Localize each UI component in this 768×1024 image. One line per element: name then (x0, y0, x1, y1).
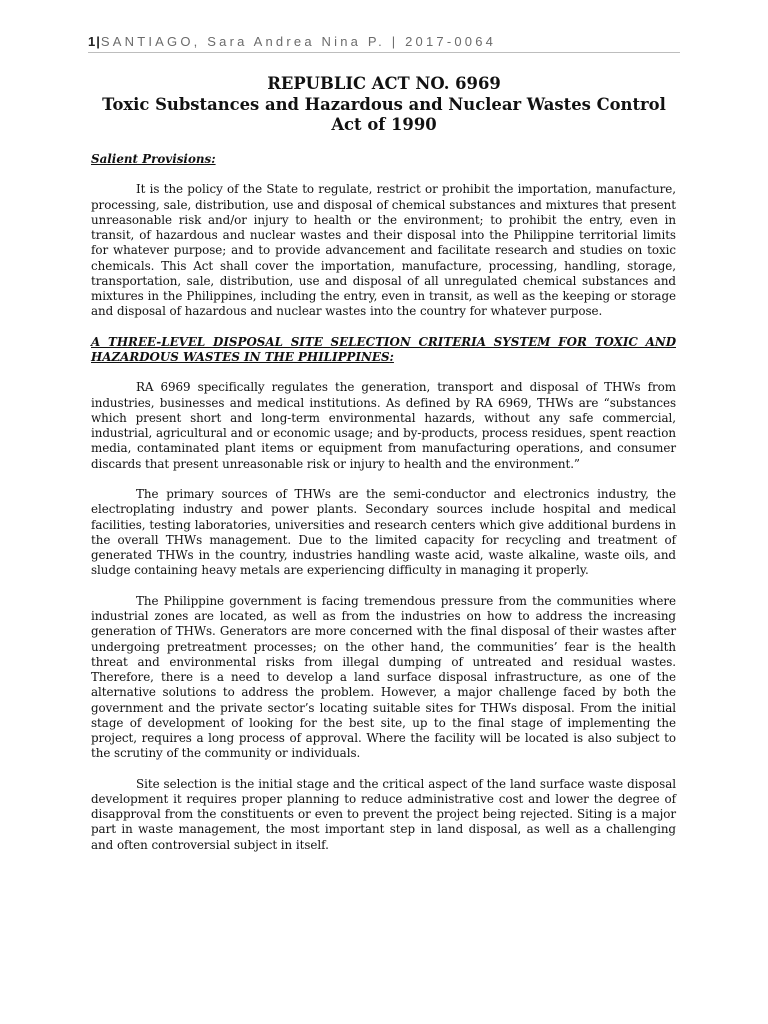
section-subheading: A THREE-LEVEL DISPOSAL SITE SELECTION CRITERIA SYSTEM FOR TOXIC AND HAZARDOUS WASTES IN THE PHILIPPINES: (91, 334, 676, 364)
paragraph-government-pressure: The Philippine government is facing tremendous pressure from the communities where industrial zones are located, as well as from the industries on how to address the increasing generation of THWs. Generators are more concerned with the final disposal of their wastes after undergoing pretreatment processes; on the other hand, the communities’ fear is the health threat and environmental risks from illegal dumping of untreated and residual wastes. Therefore, there is a need to develop a land surface disposal infrastructure, as one of the alternative solutions to address the problem. However, a major challenge faced by both the government and the private sector’s locating suitable sites for THWs disposal. From the initial stage of development of looking for the best site, up to the final stage of implementing the project, requires a long process of approval. Where the facility will be located is also subject to the scrutiny of the community or individuals. (91, 593, 676, 761)
paragraph-thw-definition: RA 6969 specifically regulates the generation, transport and disposal of THWs from industries, businesses and medical institutions. As defined by RA 6969, THWs are “substances which present short and long-term environmental hazards, without any safe commercial, industrial, agricultural and or economic usage; and by-products, process residues, spent reaction media, contaminated plant items or equipment from manufacturing operations, and consumer discards that present unreasonable risk or injury to health and the environment.” (91, 380, 676, 471)
title-line-2: Toxic Substances and Hazardous and Nuclear Wastes Control (102, 94, 666, 114)
title-line-3: Act of 1990 (331, 115, 437, 135)
page-number: 1 (88, 34, 97, 49)
paragraph-site-selection: Site selection is the initial stage and the critical aspect of the land surface waste disposal development it requires proper planning to reduce administrative cost and lower the degree of disapproval from the constituents or even to prevent the project being rejected. Siting is a major part in waste management, the most important step in land disposal, as well as a challenging and often controversial subject in itself. (91, 776, 676, 852)
paragraph-thw-sources: The primary sources of THWs are the semi-conductor and electronics industry, the electroplating industry and power plants. Secondary sources include hospital and medical facilities, testing laboratories, universities and research centers which give additional burdens in the overall THWs management. Due to the limited capacity for recycling and treatment of generated THWs in the country, industries handling waste acid, waste alkaline, waste oils, and sludge containing heavy metals are experiencing difficulty in managing it properly. (91, 487, 676, 578)
page-header (88, 34, 680, 53)
document-title (88, 74, 680, 136)
salient-provisions-heading: Salient Provisions: (91, 152, 216, 166)
header-author: SANTIAGO, Sara Andrea Nina P. | 2017-0064 (100, 34, 497, 49)
header-separator: | (96, 34, 101, 49)
paragraph-policy: It is the policy of the State to regulate, restrict or prohibit the importation, manufacture, processing, sale, distribution, use and disposal of chemical substances and mixtures that present unreasonable risk and/or injury to health or the environment; to prohibit the entry, even in transit, of hazardous and nuclear wastes and their disposal into the Philippine territorial limits for whatever purpose; and to provide advancement and facilitate research and studies on toxic chemicals. This Act shall cover the importation, manufacture, processing, handling, storage, transportation, sale, distribution, use and disposal of all unregulated chemical substances and mixtures in the Philippines, including the entry, even in transit, as well as the keeping or storage and disposal of hazardous and nuclear wastes into the country for whatever purpose. (91, 182, 676, 319)
title-line-1: REPUBLIC ACT NO. 6969 (267, 74, 501, 93)
document-body (91, 152, 676, 868)
